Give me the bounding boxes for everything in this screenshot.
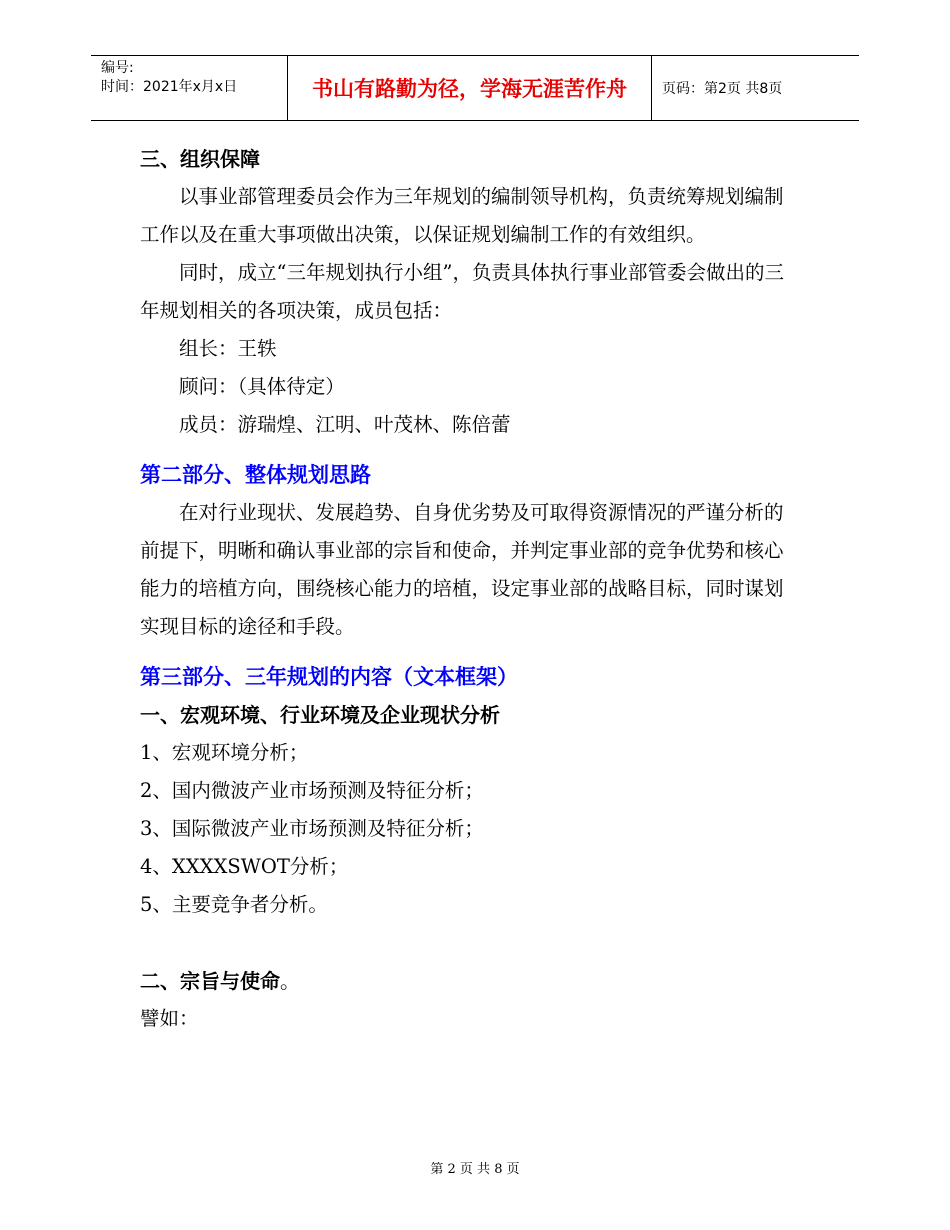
section-title-mission: [140, 962, 800, 1000]
number-label: 编号:: [101, 60, 134, 76]
page-info: 页码：第2页 共8页: [662, 81, 783, 97]
mission-title-period: 。: [280, 969, 300, 993]
paragraph: 在对行业现状、发展趋势、自身优劣势及可取得资源情况的严谨分析的前提下，明晰和确认事业部的宗旨和使命，并判定事业部的竞争优势和核心能力的培植方向，围绕核心能力的培植，设定事业部的战略目标，同时谋划实现目标的途径和手段。: [140, 501, 784, 638]
part-title-plan-content: 第三部分、三年规划的内容（文本框架）: [140, 665, 518, 689]
header-left-cell: [91, 56, 287, 120]
motto: 书山有路勤为径，学海无涯苦作舟: [287, 56, 652, 120]
team-leader: 组长：王轶: [179, 337, 277, 360]
page-footer: 第 2 页 共 8 页: [430, 1162, 520, 1177]
list-item: 2、国内微波产业市场预测及特征分析；: [140, 779, 484, 802]
spacer: [140, 646, 800, 658]
list-item: 4、XXXXSWOT分析；: [140, 855, 349, 878]
list-item: 3、国际微波产业市场预测及特征分析；: [140, 817, 484, 840]
list-item: 1、宏观环境分析；: [140, 741, 309, 764]
team-advisor: 顾问：（具体待定）: [179, 375, 345, 398]
header-table: [91, 55, 859, 121]
team-members: 成员：游瑞煌、江明、叶茂林、陈倍蕾: [179, 413, 511, 436]
spacer: [140, 924, 800, 962]
paragraph: 同时，成立“三年规划执行小组”，负责具体执行事业部管委会做出的三年规划相关的各项决策，成员包括：: [140, 261, 784, 322]
time-label: 时间：2021年x月x日: [101, 79, 238, 95]
section-title-environment: 一、宏观环境、行业环境及企业现状分析: [140, 703, 500, 727]
part-title-overall-thinking: 第二部分、整体规划思路: [140, 463, 371, 487]
list-item: 5、主要竞争者分析。: [140, 893, 328, 916]
section-title-organization: 三、组织保障: [140, 147, 260, 171]
paragraph: 以事业部管理委员会作为三年规划的编制领导机构，负责统筹规划编制工作以及在重大事项做出决策，以保证规划编制工作的有效组织。: [140, 185, 784, 246]
mission-title-text: 二、宗旨与使命: [140, 969, 280, 993]
document-body: [140, 140, 800, 1038]
example-label: 譬如：: [140, 1007, 199, 1030]
spacer: [140, 444, 800, 456]
